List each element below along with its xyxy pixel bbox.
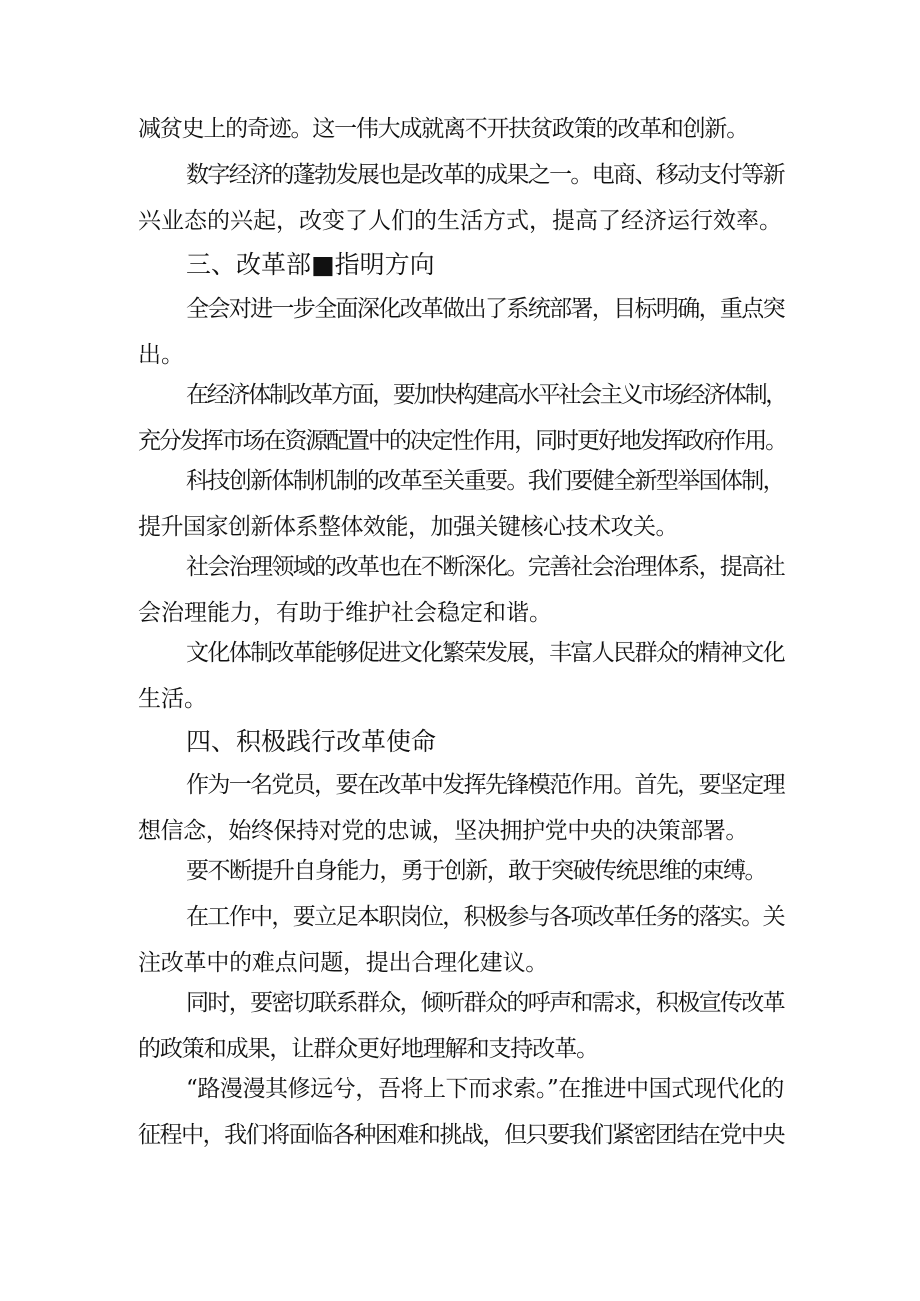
- paragraph-2-line-1: 数字经济的蓬勃发展也是改革的成果之一。电商、移动支付等新: [186, 162, 785, 188]
- paragraph-8-line-1: 作为一名党员，要在改革中发挥先锋模范作用。首先，要坚定理: [186, 772, 785, 798]
- paragraph-12-line-1: “路漫漫其修远兮，吾将上下而求索。”在推进中国式现代化的: [186, 1076, 784, 1102]
- section-heading-4: 四、积极践行改革使命: [186, 727, 437, 756]
- paragraph-7-line-2: 生活。: [138, 686, 207, 712]
- paragraph-11-line-1: 同时，要密切联系群众，倾听群众的呼声和需求，积极宣传改革: [186, 990, 785, 1016]
- section-heading-3: 三、改革部■指明方向: [186, 250, 435, 279]
- paragraph-3-line-1: 全会对进一步全面深化改革做出了系统部署，目标明确，重点突: [186, 296, 785, 322]
- paragraph-5-line-2: 提升国家创新体系整体效能，加强关键核心技术攻关。: [138, 514, 678, 540]
- paragraph-9-line-1: 要不断提升自身能力，勇于创新，敢于突破传统思维的束缚。: [186, 858, 767, 884]
- paragraph-5-line-1: 科技创新体制机制的改革至关重要。我们要健全新型举国体制，: [186, 468, 785, 494]
- paragraph-8-line-2: 想信念，始终保持对党的忠诚，坚决拥护党中央的决策部署。: [138, 818, 749, 844]
- paragraph-3-line-2: 出。: [138, 342, 184, 368]
- paragraph-10-line-1: 在工作中，要立足本职岗位，积极参与各项改革任务的落实。关: [186, 904, 785, 930]
- paragraph-10-line-2: 注改革中的难点问题，提出合理化建议。: [138, 950, 549, 976]
- paragraph-2-line-2: 兴业态的兴起，改变了人们的生活方式，提高了经济运行效率。: [138, 208, 782, 234]
- paragraph-11-line-2: 的政策和成果，让群众更好地理解和支持改革。: [138, 1036, 599, 1062]
- paragraph-4-line-2: 充分发挥市场在资源配置中的决定性作用，同时更好地发挥政府作用。: [138, 428, 787, 454]
- paragraph-4-line-1: 在经济体制改革方面，要加快构建高水平社会主义市场经济体制，: [186, 382, 787, 408]
- paragraph-7-line-1: 文化体制改革能够促进文化繁荣发展，丰富人民群众的精神文化: [186, 640, 785, 666]
- paragraph-6-line-2: 会治理能力，有助于维护社会稳定和谐。: [138, 600, 552, 626]
- paragraph-6-line-1: 社会治理领域的改革也在不断深化。完善社会治理体系，提高社: [186, 554, 785, 580]
- paragraph-1-line-1: 减贫史上的奇迹。这一伟大成就离不开扶贫政策的改革和创新。: [138, 116, 749, 142]
- paragraph-12-line-2: 征程中，我们将面临各种困难和挑战，但只要我们紧密团结在党中央: [138, 1122, 785, 1148]
